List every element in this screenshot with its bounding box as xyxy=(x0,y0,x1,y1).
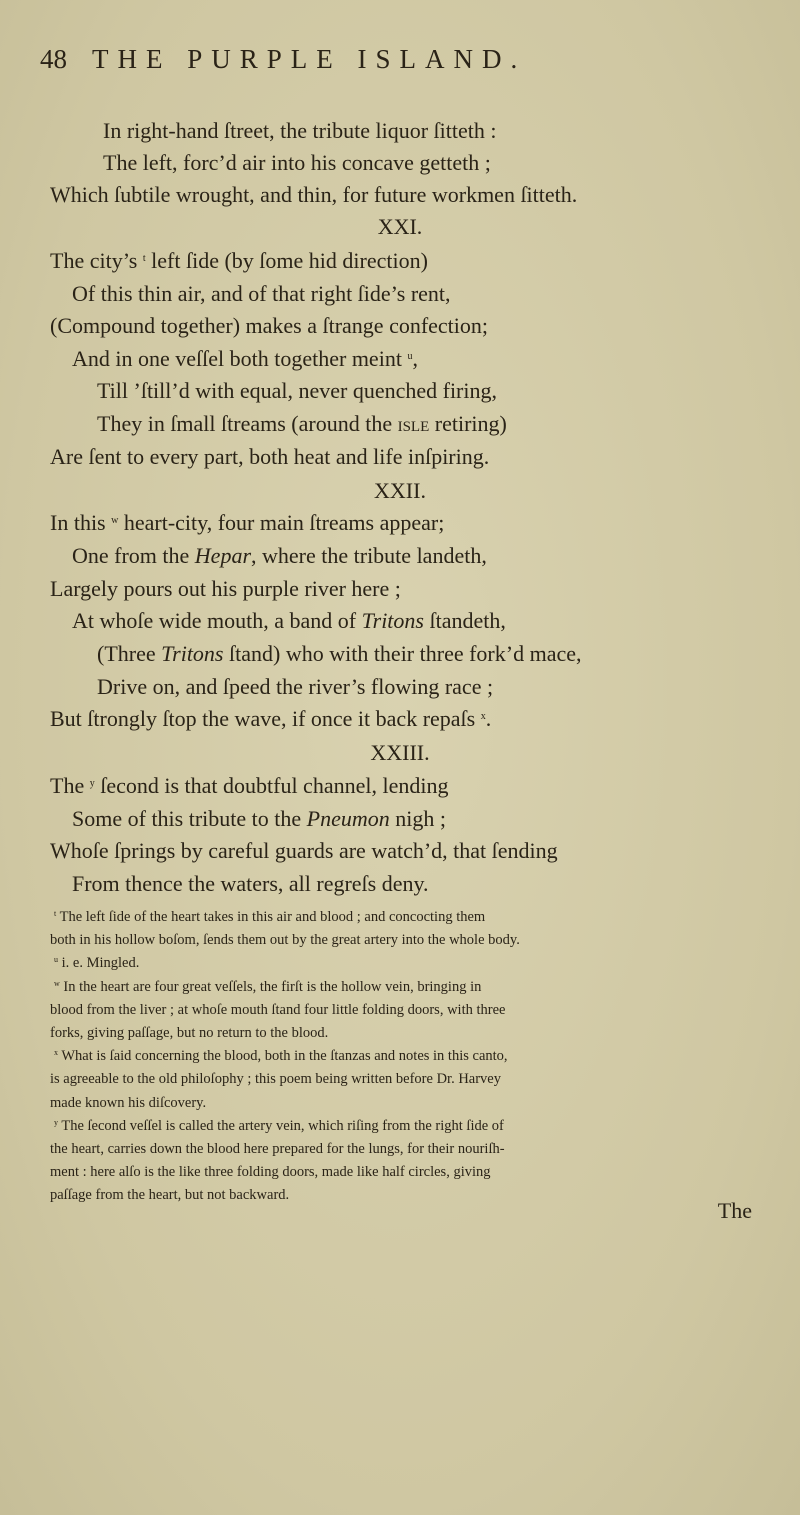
text-segment: made known his diſcovery. xyxy=(50,1094,207,1111)
verse-line xyxy=(50,708,491,730)
text-segment: Drive on, and ſpeed the river’s flowing race ; xyxy=(97,674,494,699)
footnote-line xyxy=(50,1188,289,1203)
footnote-line xyxy=(50,1165,491,1180)
text-segment: In right-hand ſtreet, the tribute liquor ſitteth : xyxy=(103,118,497,143)
footnote-marker: x xyxy=(480,711,486,722)
footnote-marker: u xyxy=(407,351,413,362)
stanza-number xyxy=(0,216,800,238)
text-segment: Largely pours out his purple river here ; xyxy=(50,576,401,601)
text-segment: The left, forc’d air into his concave getteth ; xyxy=(103,150,491,175)
text-segment: ſtand) who with their three fork’d mace, xyxy=(223,641,582,666)
verse-line xyxy=(50,775,448,797)
verse-line xyxy=(97,413,507,435)
text-segment: At whoſe wide mouth, a band of xyxy=(72,608,362,633)
footnote-line xyxy=(50,1026,328,1041)
text-segment: The city’s xyxy=(50,248,143,273)
text-segment: What is ſaid concerning the blood, both in the ſtanzas and notes in this canto, xyxy=(58,1048,508,1065)
running-title: THE PURPLE ISLAND. xyxy=(92,44,527,74)
footnote-line xyxy=(54,980,481,995)
footnote-line xyxy=(50,1096,206,1111)
text-segment: the heart, carries down the blood here prepared for the lungs, for their nouriſh- xyxy=(50,1141,505,1157)
footnote-marker: t xyxy=(54,909,57,918)
footnote-marker: w xyxy=(54,978,60,988)
footnote-line xyxy=(50,933,520,948)
text-segment: heart-city, four main ſtreams appear; xyxy=(118,510,445,535)
text-segment: is agreeable to the old philoſophy ; this poem being written before Dr. Harvey xyxy=(50,1071,501,1088)
text-segment: The xyxy=(50,773,90,798)
verse-line xyxy=(72,545,487,567)
text-segment: retiring) xyxy=(429,411,507,436)
text-segment: The left ſide of the heart takes in this air and blood ; and concocting them xyxy=(56,909,486,925)
text-segment: Hepar xyxy=(194,543,252,568)
verse-line xyxy=(50,315,488,337)
text-segment: Tritons xyxy=(161,641,224,666)
text-segment: And in one veſſel both together meint xyxy=(72,346,408,371)
footnote-marker: x xyxy=(54,1048,58,1058)
text-segment: (Three xyxy=(97,641,162,666)
text-segment: Tritons xyxy=(361,608,424,633)
verse-line xyxy=(97,676,493,698)
footnote-line xyxy=(54,910,485,925)
text-segment: XXII. xyxy=(374,478,426,503)
stanza-number xyxy=(0,480,800,502)
text-segment: (Compound together) makes a ſtrange confection; xyxy=(50,313,489,338)
page-number: 48 xyxy=(40,44,67,74)
text-segment: both in his hollow boſom, ſends them out by the great artery into the whole body. xyxy=(50,932,520,949)
verse-line xyxy=(97,643,581,665)
text-segment: ment : here alſo is the like three folding doors, made like half circles, giving xyxy=(50,1164,491,1181)
verse-line xyxy=(72,610,506,632)
verse-line xyxy=(97,380,497,402)
text-segment: Whoſe ſprings by careful guards are watch’d, that ſending xyxy=(50,838,558,863)
text-segment: But ſtrongly ſtop the wave, if once it back repaſs xyxy=(50,706,481,731)
footnote-line xyxy=(50,1072,501,1087)
footnote-line xyxy=(50,1142,505,1157)
text-segment: . xyxy=(485,706,492,731)
footnote-marker: y xyxy=(89,778,95,789)
text-segment: paſſage from the heart, but not backward. xyxy=(50,1187,290,1204)
text-segment: i. e. Mingled. xyxy=(58,955,140,972)
text-segment: forks, giving paſſage, but no return to the blood. xyxy=(50,1025,329,1041)
text-segment: Which ſubtile wrought, and thin, for future workmen ſitteth. xyxy=(50,182,578,207)
text-segment: From thence the waters, all regreſs deny. xyxy=(72,871,429,896)
verse-line xyxy=(103,120,496,142)
verse-line xyxy=(72,283,451,305)
verse-line xyxy=(103,152,491,174)
verse-line xyxy=(72,873,429,895)
text-segment: , where the tribute landeth, xyxy=(251,543,487,568)
text-segment: Of this thin air, and of that right ſide’s rent, xyxy=(72,281,451,306)
verse-line xyxy=(50,512,444,534)
verse-line xyxy=(72,808,446,830)
verse-line xyxy=(50,446,489,468)
text-segment: , xyxy=(412,346,418,371)
footnote-marker: u xyxy=(54,955,58,965)
verse-line xyxy=(50,184,577,206)
stanza-number xyxy=(0,742,800,764)
footnote-marker: y xyxy=(54,1117,58,1127)
text-segment: isle xyxy=(397,411,430,436)
footnote-line xyxy=(54,1119,504,1134)
text-segment: XXIII. xyxy=(370,740,430,765)
text-segment: left ſide (by ſome hid direction) xyxy=(145,248,428,273)
text-segment: nigh ; xyxy=(389,806,446,831)
text-segment: blood from the liver ; at whoſe mouth ſtand four little folding doors, with three xyxy=(50,1001,506,1018)
text-segment: XXI. xyxy=(377,214,423,239)
catchword: The xyxy=(717,1198,752,1223)
text-segment: Pneumon xyxy=(306,806,390,831)
footnote-line xyxy=(50,1003,505,1018)
verse-line xyxy=(50,250,428,272)
text-segment: In this xyxy=(50,510,112,535)
text-segment: ſecond is that doubtful channel, lending xyxy=(94,773,449,798)
text-segment: Till ’ſtill’d with equal, never quenched firing, xyxy=(97,378,497,403)
verse-line xyxy=(50,840,558,862)
footnote-line xyxy=(54,1049,508,1064)
text-segment: They in ſmall ſtreams (around the xyxy=(97,411,398,436)
footnote-marker: t xyxy=(142,253,146,264)
footnote-line xyxy=(54,956,139,971)
running-header xyxy=(40,44,526,75)
text-segment: ſtandeth, xyxy=(423,608,506,633)
text-segment: In the heart are four great veſſels, the firſt is the hollow vein, bringing in xyxy=(59,978,482,995)
text-segment: Some of this tribute to the xyxy=(72,806,307,831)
verse-line xyxy=(50,578,401,600)
verse-line xyxy=(72,348,418,370)
text-segment: Are ſent to every part, both heat and life inſpiring. xyxy=(50,444,490,469)
text-segment: The ſecond veſſel is called the artery vein, which riſing from the right ſide of xyxy=(58,1117,504,1134)
footnote-marker: w xyxy=(111,515,119,526)
text-segment: One from the xyxy=(72,543,195,568)
